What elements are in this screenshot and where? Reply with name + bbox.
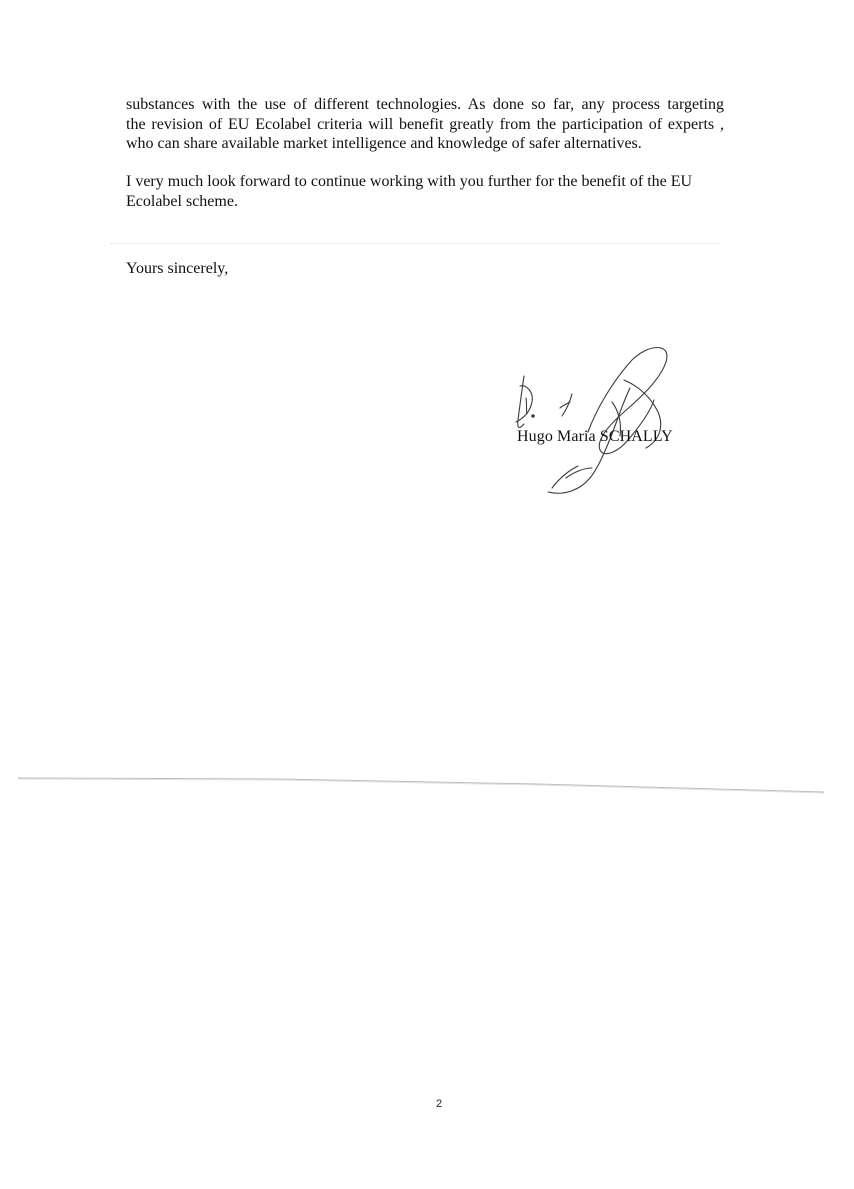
body-paragraph-2 bbox=[126, 172, 724, 211]
closing-salutation: Yours sincerely, bbox=[126, 260, 229, 277]
scan-artifact-line bbox=[18, 776, 824, 796]
signatory-name: Hugo Maria SCHALLY bbox=[517, 428, 673, 445]
paragraph-2-line-1: I very much look forward to continue working with you further for the benefit of the EU bbox=[126, 173, 693, 190]
body-paragraph-1 bbox=[126, 95, 724, 154]
paragraph-1-line-2: the revision of EU Ecolabel criteria will benefit greatly from the participation of experts , bbox=[126, 115, 724, 133]
paragraph-1-line-1: substances with the use of different technologies. As done so far, any process targeting bbox=[126, 96, 724, 113]
page-number: 2 bbox=[435, 1098, 443, 1110]
handwritten-signature bbox=[500, 340, 690, 500]
scan-artifact-dots bbox=[110, 243, 720, 246]
paragraph-2-line-2: Ecolabel scheme. bbox=[126, 192, 238, 210]
paragraph-1-line-3: who can share available market intelligence and knowledge of safer alternatives. bbox=[126, 135, 642, 152]
